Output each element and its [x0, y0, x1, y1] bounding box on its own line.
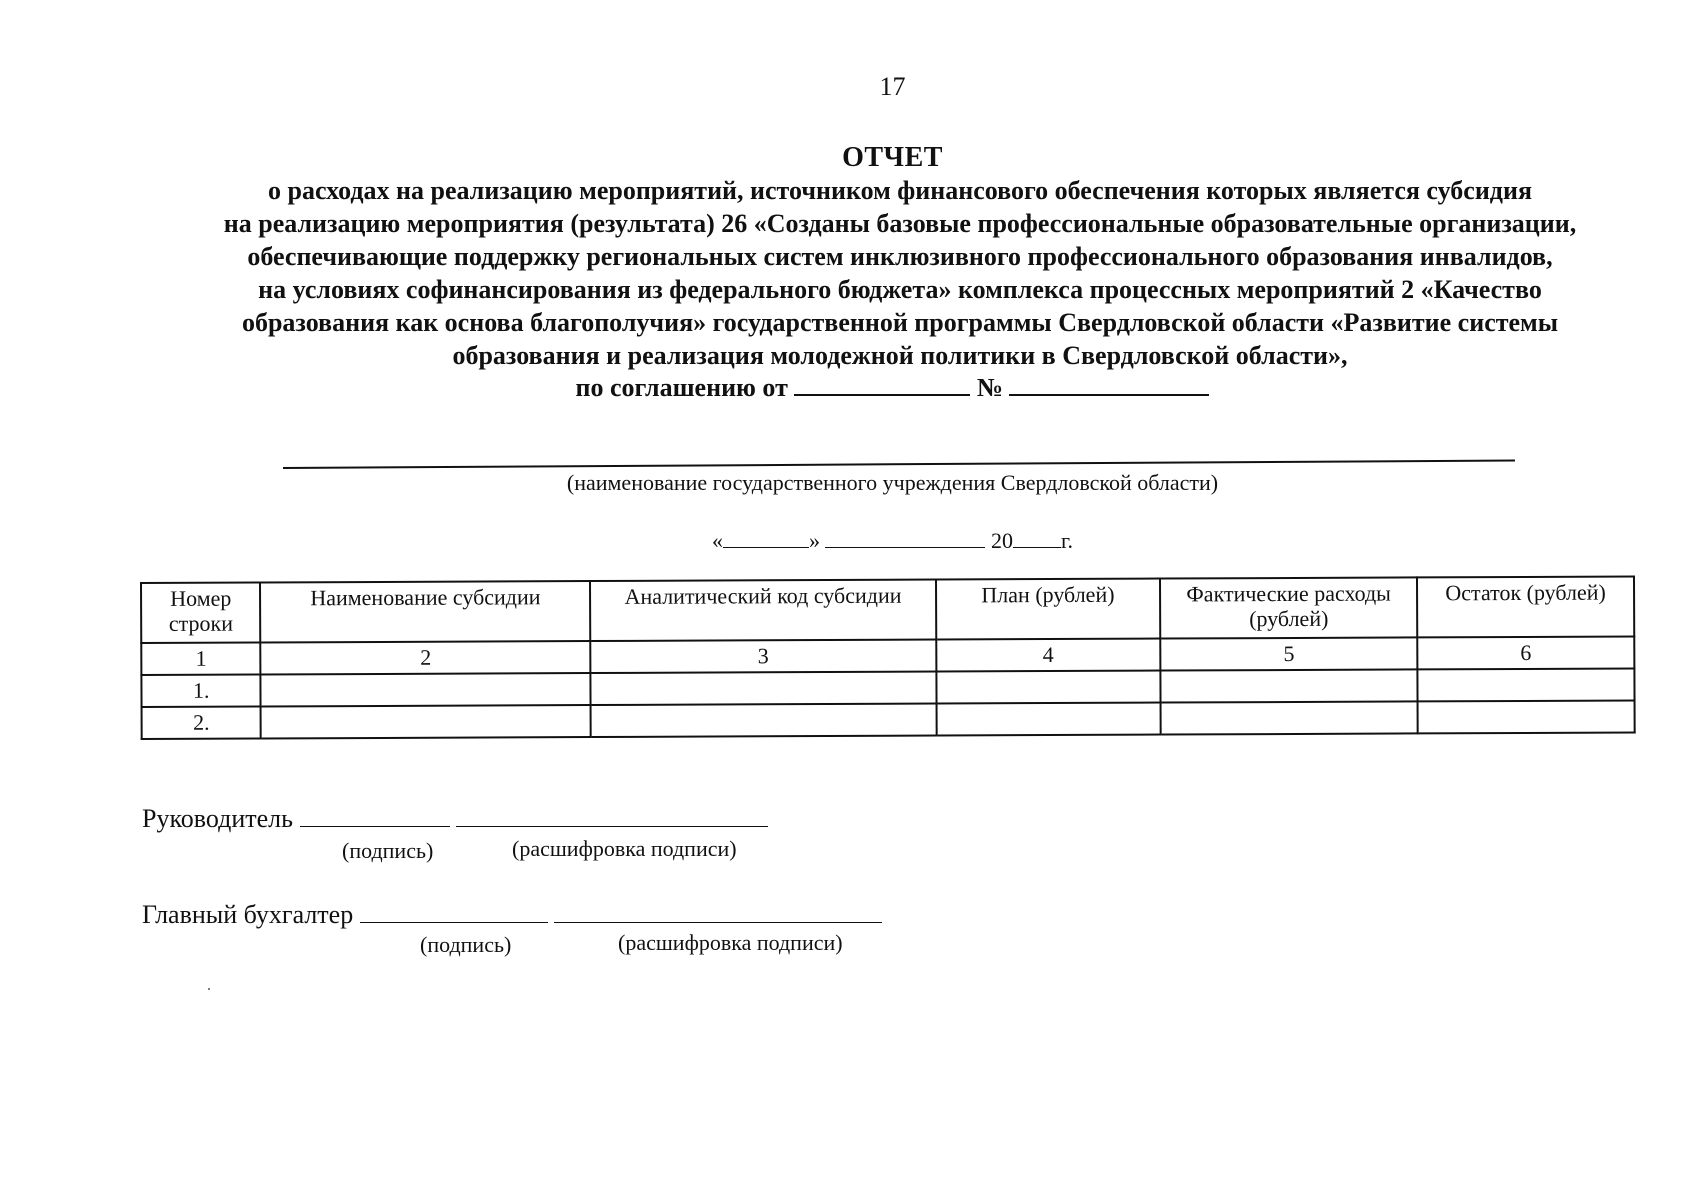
plan-cell[interactable] [936, 703, 1161, 736]
agreement-prefix: по соглашению от [575, 373, 788, 402]
subtitle-line: обеспечивающие поддержку региональных систем инклюзивного профессионального образования инвалидов, [247, 242, 1553, 271]
balance-cell[interactable] [1418, 700, 1635, 733]
date-year-suffix: г. [1060, 528, 1074, 553]
head-signature-line [142, 804, 768, 834]
subsidy-name-cell[interactable] [261, 673, 591, 706]
header-analytic-code: Аналитический код субсидии [590, 580, 936, 642]
analytic-code-cell[interactable] [591, 672, 937, 706]
scan-speck [208, 988, 210, 990]
head-decoding-caption: (расшифровка подписи) [512, 836, 737, 861]
accountant-signature-field[interactable] [360, 900, 548, 923]
header-subsidy-name: Наименование субсидии [260, 581, 590, 642]
plan-cell[interactable] [936, 671, 1161, 704]
accountant-decoding-caption: (расшифровка подписи) [618, 930, 843, 955]
subtitle-line: о расходах на реализацию мероприятий, источником финансового обеспечения которых является субсидия [267, 176, 1533, 205]
accountant-decoding-field[interactable] [554, 900, 882, 923]
subtitle-line: на условиях софинансирования из федерального бюджета» комплекса процессных мероприятий 2 «Качество [258, 275, 1542, 304]
head-signature-caption: (подпись) [342, 838, 434, 863]
date-month-field[interactable] [825, 529, 985, 548]
report-date-line [0, 528, 1699, 554]
column-number: 5 [1160, 637, 1417, 670]
header-plan: План (рублей) [936, 579, 1161, 640]
header-row-number: Номер строки [141, 582, 261, 643]
column-number: 6 [1417, 636, 1634, 669]
document-subtitle [140, 174, 1660, 372]
agreement-date-field[interactable] [794, 372, 970, 396]
balance-cell[interactable] [1418, 668, 1635, 701]
header-actual-expenses: Фактические расходы (рублей) [1160, 577, 1417, 638]
agreement-line [0, 372, 1699, 403]
date-year-prefix: 20 [990, 528, 1013, 553]
table-header-row [141, 576, 1634, 643]
agreement-number-sign: № [976, 373, 1003, 402]
subtitle-line: образования как основа благополучия» государственной программы Свердловской области «Развитие системы [241, 308, 1559, 337]
column-number: 1 [141, 642, 261, 675]
accountant-signature-line [142, 900, 882, 930]
header-balance: Остаток (рублей) [1417, 576, 1634, 637]
head-label: Руководитель [142, 804, 293, 833]
date-open-quote: « [711, 528, 723, 553]
column-number: 2 [261, 641, 591, 674]
accountant-label: Главный бухгалтер [142, 900, 354, 929]
subtitle-line: образования и реализация молодежной политики в Свердловской области», [452, 341, 1348, 370]
date-year-field[interactable] [1013, 529, 1061, 548]
date-day-field[interactable] [723, 529, 809, 548]
actual-expenses-cell[interactable] [1161, 701, 1418, 734]
institution-caption: (наименование государственного учреждения Свердловской области) [566, 470, 1219, 495]
table-row [142, 700, 1635, 739]
column-number: 4 [936, 639, 1161, 672]
date-close-quote: » [808, 528, 820, 553]
row-number-cell: 1. [141, 674, 261, 707]
report-table [140, 575, 1636, 740]
page-number: 17 [879, 72, 906, 101]
row-number-cell: 2. [142, 706, 262, 739]
subtitle-line: на реализацию мероприятия (результата) 26 «Созданы базовые профессиональные образовательные организации, [223, 209, 1577, 238]
document-title: ОТЧЕТ [842, 142, 943, 173]
actual-expenses-cell[interactable] [1160, 669, 1417, 702]
institution-name-field[interactable] [283, 459, 1515, 469]
head-signature-field[interactable] [300, 804, 450, 827]
head-decoding-field[interactable] [456, 804, 768, 827]
column-number: 3 [590, 640, 936, 674]
analytic-code-cell[interactable] [591, 704, 937, 738]
accountant-signature-caption: (подпись) [420, 932, 512, 957]
subsidy-name-cell[interactable] [261, 705, 591, 738]
agreement-number-field[interactable] [1009, 372, 1209, 396]
